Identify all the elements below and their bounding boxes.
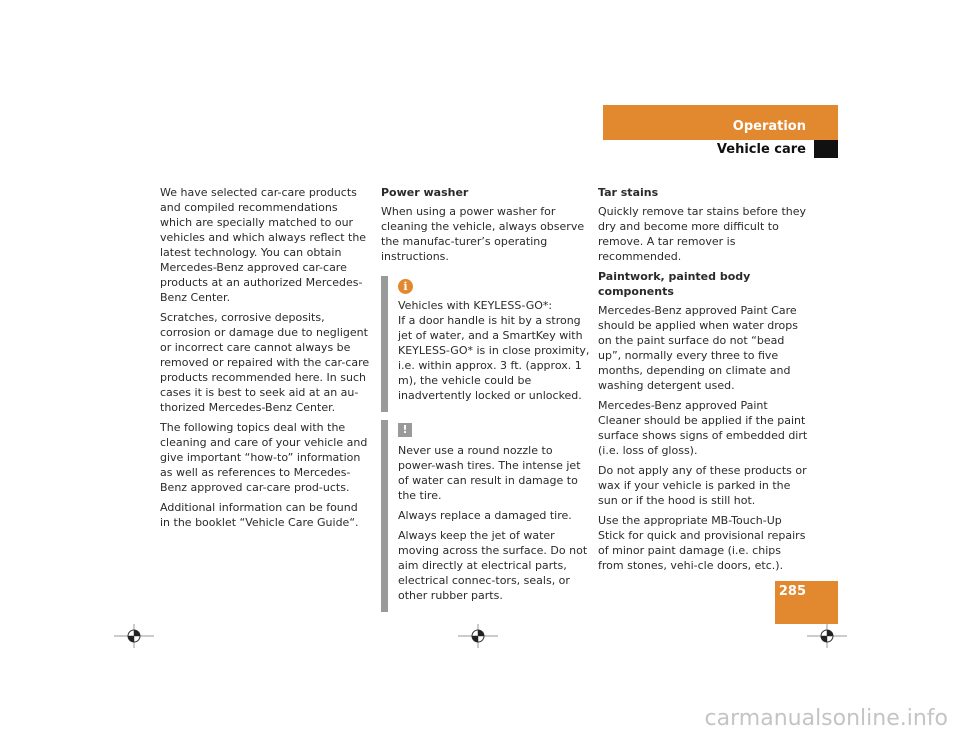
tar-stains-text: Quickly remove tar stains before they dry and become more difficult to remove. A tar remover is recommended. [598,205,807,263]
intro-paragraph-4: Additional information can be found in the booklet “Vehicle Care Guide“. [160,501,359,529]
registration-mark-icon [114,616,154,656]
power-washer-intro: When using a power washer for cleaning the vehicle, always observe the manufac-turer’s operating instructions. [381,205,585,263]
paintwork-heading: Paintwork, painted body components [598,270,751,298]
paintwork-paragraph-1: Mercedes-Benz approved Paint Care should be applied when water drops on the paint surface do not “bead up”, normally every three to five months, depending on climate and washing detergent used. [598,304,798,392]
subsection-title: Vehicle care [716,142,806,157]
paintwork-paragraph-4: Use the appropriate MB-Touch-Up Stick for quick and provisional repairs of minor paint damage (i.e. chips from stones, vehi-cle doors, etc.). [598,514,806,572]
subsection-bar [603,140,838,158]
column-intro [160,185,370,535]
power-washer-heading: Power washer [381,186,469,199]
registration-mark-icon [807,616,847,656]
warning-paragraph-2: Always replace a damaged tire. [398,509,572,522]
column-tar-paint [598,185,810,578]
intro-paragraph-2: Scratches, corrosive deposits, corrosion or damage due to negligent or incorrect care cannot always be removed or repaired with the car-care products recommended here. In such cases it is best to seek aid at an au-thorized Mercedes-Benz Center. [160,311,370,414]
section-title: Operation [732,119,806,134]
info-note [381,276,593,412]
paintwork-paragraph-2: Mercedes-Benz approved Paint Cleaner should be applied if the paint surface shows signs of embedded dirt (i.e. loss of gloss). [598,399,808,457]
tar-stains-heading: Tar stains [598,186,659,199]
warning-note [381,420,593,612]
registration-mark-icon [458,616,498,656]
watermark: carmanualsonline.info [704,706,948,731]
paintwork-paragraph-3: Do not apply any of these products or wax if your vehicle is parked in the sun or if the hood is still hot. [598,464,807,507]
info-icon: i [398,279,413,294]
warning-paragraph-3: Always keep the jet of water moving across the surface. Do not aim directly at electrical parts, electrical connec-tors, seals, or other rubber parts. [398,529,588,602]
column-power-washer [381,185,591,612]
page-number: 285 [778,584,806,599]
info-note-text: Vehicles with KEYLESS-GO*: If a door handle is hit by a strong jet of water, and a SmartKey with KEYLESS-GO* is in close proximity, i.e. within approx. 3 ft. (approx. 1 m), the vehicle could be inadvertently locked or unlocked. [398,299,590,402]
intro-paragraph-1: We have selected car-care products and compiled recommendations which are specially matched to our vehicles and which always reflect the latest technology. You can obtain Mercedes-Benz approved car-care products at an authorized Mercedes-Benz Center. [160,186,367,304]
intro-paragraph-3: The following topics deal with the cleaning and care of your vehicle and give important “how-to” information as well as references to Mercedes-Benz approved car-care prod-ucts. [160,421,368,494]
warning-icon: ! [398,423,412,437]
header-marker-square [814,140,838,158]
warning-paragraph-1: Never use a round nozzle to power-wash tires. The intense jet of water can result in damage to the tire. [398,444,581,502]
